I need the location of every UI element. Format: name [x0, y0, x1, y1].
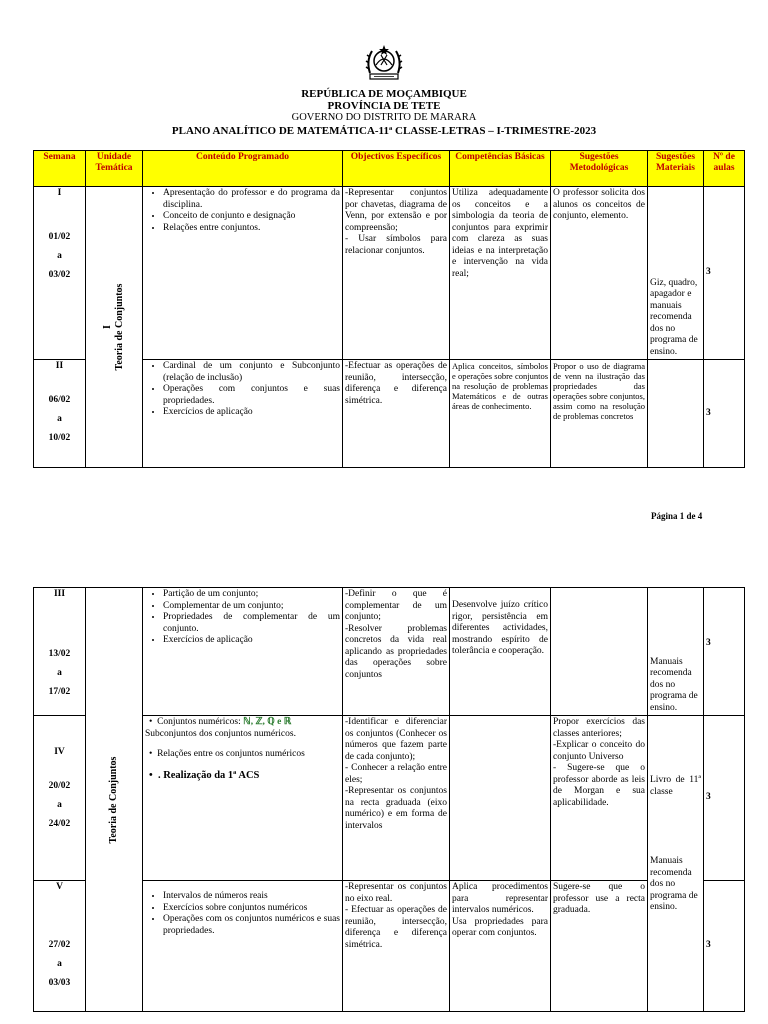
week-date-sep: a [57, 250, 62, 261]
content-item: • Exercícios sobre conjuntos numéricos [163, 903, 340, 915]
materials-cell [648, 716, 704, 1012]
content-item: • Complementar de um conjunto; [163, 601, 340, 613]
week-number: IV [54, 747, 65, 757]
week-date-start: 27/02 [48, 939, 71, 950]
methodology-cell: Sugere-se que o professor use a recta graduada. [551, 881, 648, 1012]
lessons-cell: 3 [704, 360, 745, 468]
col-header-lessons: Nº de aulas [704, 151, 745, 187]
competencies-cell: Desenvolve juízo crítico rigor, persistência em diferentes actividades, mostrando espírito de tolerância e cooperação. [450, 588, 551, 716]
materials-cell [648, 360, 704, 468]
methodology-cell: O professor solicita dos alunos os conceitos de conjunto, elemento. [551, 187, 648, 360]
content-item: • Exercícios de aplicação [163, 635, 340, 647]
objectives-cell: -Efectuar as operações de reunião, intersecção, diferença e diferença simétrica. [343, 360, 450, 468]
header-republic: REPÚBLICA DE MOÇAMBIQUE [301, 88, 467, 100]
header-plan-title: PLANO ANALÍTICO DE MATEMÁTICA-11ª CLASSE-LETRAS – I-TRIMESTRE-2023 [171, 125, 597, 137]
acs-item: . Realização da 1ª ACS [157, 769, 260, 781]
objectives-cell: -Representar conjuntos por chavetas, diagrama de Venn, por extensão e por compreensão; - Usar símbolos para relacionar conjuntos. [343, 187, 450, 360]
week-number: II [55, 361, 64, 371]
week-date-sep: a [57, 958, 62, 969]
week-date-sep: a [57, 413, 62, 424]
page-number: Página 1 de 4 [651, 511, 703, 521]
methodology-cell: Propor o uso de diagrama de venn na ilustração das propriedades das operações sobre conjuntos, assim como na resolução de problemas concretos [551, 360, 648, 468]
header-province: PROVÍNCIA DE TETE [327, 100, 441, 112]
week-cell [34, 360, 86, 468]
number-sets-symbols: ℕ, ℤ, ℚ e ℝ [243, 717, 292, 727]
week-number: I [57, 188, 62, 198]
content-item: • Operações com os conjuntos numéricos e suas propriedades. [163, 914, 340, 937]
table-row [34, 187, 745, 360]
methodology-cell: Propor exercícios das classes anteriores; -Explicar o conceito do conjunto Universo - Sugere-se que o professor aborde as leis de Morgan e sua aplicabilidade. [551, 716, 648, 881]
col-header-objectives: Objectivos Específicos [343, 151, 450, 187]
unit-cell [86, 588, 143, 1012]
objectives-cell: -Identificar e diferenciar os conjuntos (Conhecer os números que fazem parte de cada conjunto); - Conhecer a relação entre eles; -Representar os conjuntos na recta graduada (eixo numérico) e em forma de intervalos [343, 716, 450, 881]
content-item: • Propriedades de complementar de um conjunto. [163, 612, 340, 635]
header-district: GOVERNO DO DISTRITO DE MARARA [291, 112, 477, 123]
col-header-methodology: Sugestões Metodológicas [551, 151, 648, 187]
materials-text: Manuais recomenda dos no programa de ensino. [650, 856, 698, 912]
lessons-cell: 3 [704, 716, 745, 881]
competencies-cell: Utiliza adequadamente os conceitos e a simbologia da teoria de conjuntos para exprimir com clareza as suas ideias e na interpretação e intervenção na vida real; [450, 187, 551, 360]
col-header-content: Conteúdo Programado [143, 151, 343, 187]
content-cell [143, 360, 343, 468]
content-item: • Exercícios de aplicação [163, 407, 340, 419]
week-number: III [53, 589, 66, 599]
plan-table-page-2 [33, 587, 745, 1012]
content-item: • Relações entre conjuntos. [163, 223, 340, 235]
week-cell [34, 588, 86, 716]
week-cell [34, 881, 86, 1012]
week-date-end: 24/02 [48, 818, 71, 829]
week-date-end: 03/03 [48, 977, 71, 988]
week-date-sep: a [57, 667, 62, 678]
unit-name: Teoria de Conjuntos [108, 756, 119, 843]
week-date-end: 17/02 [48, 686, 71, 697]
coat-of-arms-emblem [364, 43, 404, 85]
col-header-week: Semana [34, 151, 86, 187]
col-header-unit: Unidade Temática [86, 151, 143, 187]
week-date-start: 06/02 [48, 394, 71, 405]
content-item: • Conceito de conjunto e designação [163, 211, 340, 223]
materials-cell: Manuais recomenda dos no programa de ensino. [648, 588, 704, 716]
week-date-end: 10/02 [48, 432, 71, 443]
lessons-cell: 3 [704, 588, 745, 716]
materials-text: Giz, quadro, apagador e manuais recomenda dos no programa de ensino. [650, 277, 698, 357]
week-date-start: 01/02 [48, 231, 71, 242]
col-header-materials: Sugestões Materiais [648, 151, 704, 187]
week-cell [34, 187, 86, 360]
week-cell [34, 716, 86, 881]
content-cell [143, 588, 343, 716]
objectives-cell: -Representar os conjuntos no eixo real. - Efectuar as operações de reunião, intersecção, diferença e diferença simétrica. [343, 881, 450, 1012]
materials-cell [648, 187, 704, 360]
lessons-cell: 3 [704, 881, 745, 1012]
competencies-cell [450, 716, 551, 881]
content-item: • Intervalos de números reais [163, 891, 340, 903]
content-cell [143, 881, 343, 1012]
week-date-sep: a [57, 799, 62, 810]
unit-number: I [102, 325, 113, 329]
materials-text: Livro de 11ª classe [650, 775, 701, 797]
table-row [34, 588, 745, 716]
content-cell: • Conjuntos numéricos: ℕ, ℤ, ℚ e ℝ Subconjuntos dos conjuntos numéricos. • Relações entre os conjuntos numéricos • . Realização da 1ª ACS [143, 716, 343, 881]
content-item: • Operações com conjuntos e suas propriedades. [163, 384, 340, 407]
competencies-cell: Aplica procedimentos para representar intervalos numéricos. Usa propriedades para operar com conjuntos. [450, 881, 551, 1012]
objectives-cell: -Definir o que é complementar de um conjunto; -Resolver problemas concretos da vida real aplicando as propriedades das operações sobre conjuntos [343, 588, 450, 716]
unit-label [102, 284, 126, 371]
content-item: Subconjuntos dos conjuntos numéricos. [145, 728, 296, 739]
week-date-start: 20/02 [48, 780, 71, 791]
unit-name: Teoria de Conjuntos [114, 283, 125, 371]
plan-table-page-1 [33, 150, 745, 468]
methodology-cell [551, 588, 648, 716]
lessons-cell: 3 [704, 187, 745, 360]
week-number: V [56, 882, 63, 892]
col-header-competencies: Competências Básicas [450, 151, 551, 187]
competencies-cell: Aplica conceitos, símbolos e operações sobre conjuntos na resolução de problemas Matemáticos e de outras áreas de conhecimento. [450, 360, 551, 468]
week-date-start: 13/02 [48, 648, 71, 659]
content-cell [143, 187, 343, 360]
content-item: • Apresentação do professor e do programa da disciplina. [163, 188, 340, 211]
content-item: Conjuntos numéricos: [157, 717, 241, 727]
unit-cell [86, 187, 143, 468]
content-item: Relações entre os conjuntos numéricos [157, 749, 305, 759]
content-item: • Partição de um conjunto; [163, 589, 340, 601]
content-item: • Cardinal de um conjunto e Subconjunto (relação de inclusão) [163, 361, 340, 384]
week-date-end: 03/02 [48, 269, 71, 280]
